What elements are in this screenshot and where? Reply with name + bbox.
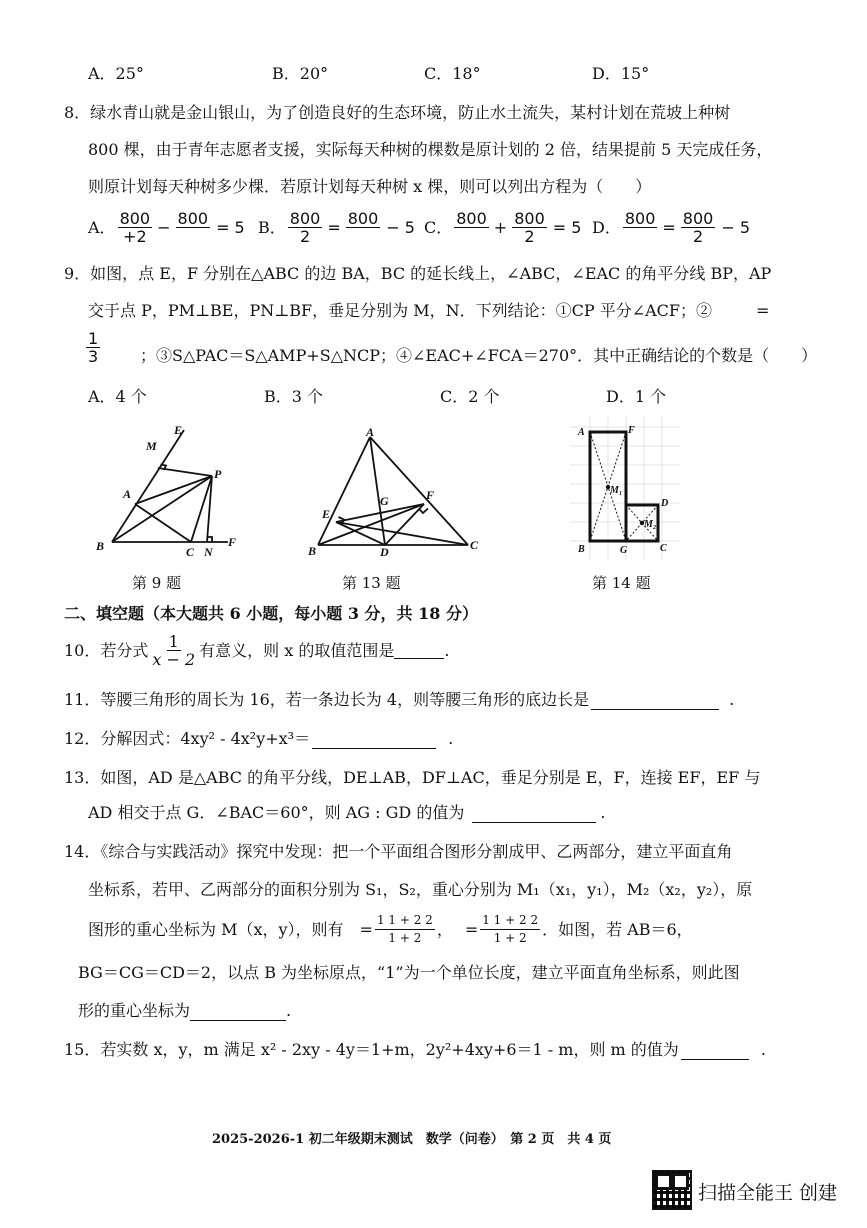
q13-answer-blank <box>472 806 596 823</box>
q9-option-a: A．4 个 <box>88 387 147 406</box>
q12: 12．分解因式：4xy² - 4x²y+x³＝ . <box>64 729 454 748</box>
q14-line5: 形的重心坐标为 . <box>78 1001 292 1020</box>
figure-q13 <box>300 425 485 560</box>
q8-option-b: B． $\frac{800}{2}$ = 800 − 5 <box>258 209 415 246</box>
qr-code-icon <box>652 1170 692 1210</box>
fig14-label-a: A <box>578 427 585 438</box>
q14-line2: 坐标系，若甲、乙两部分的面积分别为 S₁，S₂，重心分别为 M₁（x₁，y₁），M₂（x₂，y₂），原 <box>88 880 753 899</box>
q8-line3: 则原计划每天种树多少棵．若原计划每天种树 x 棵，则可以列出方程为（ ） <box>88 177 652 196</box>
q14-answer-blank <box>190 1004 286 1021</box>
q9-line2: 交于点 P，PM⊥BE，PN⊥BF，垂足分别为 M，N．下列结论：①CP 平分∠ACF；② <box>88 301 713 320</box>
q15: 15．若实数 x，y，m 满足 x² - 2xy - 4y＝1+m，2y²+4xy+6＝1 - m，则 m 的值为 . <box>64 1040 766 1059</box>
q8-option-c: C． 800 + $\frac{800}{2}$ = 5 <box>424 209 582 246</box>
fig9-label-n: N <box>204 545 213 559</box>
fig9-label-e: E <box>174 423 183 437</box>
fig13-label-f: F <box>426 488 435 502</box>
fig9-label-p: P <box>214 467 222 481</box>
fig13-label-b: B <box>308 544 317 558</box>
q10: 10．若分式 $\frac{1}{x - 2}$ 有意义，则 x 的取值范围是 . <box>64 632 450 669</box>
q15-answer-blank <box>681 1043 749 1060</box>
fig13-label-e: E <box>322 507 331 521</box>
section-title: 二、填空题（本大题共 6 小题，每小题 3 分，共 18 分） <box>64 604 478 623</box>
caption-q13: 第 13 题 <box>342 574 401 592</box>
q9-line1: 9．如图，点 E，F 分别在△ABC 的边 BA，BC 的延长线上，∠ABC，∠EAC 的角平分线 BP，AP <box>64 264 772 283</box>
q9-eq: = <box>756 301 770 320</box>
q14-line4: BG＝CG＝CD＝2，以点 B 为坐标原点，“1”为一个单位长度，建立平面直角坐标系，则此图 <box>78 963 740 982</box>
fig9-label-m: M <box>146 439 157 453</box>
fig13-label-c: C <box>470 538 479 552</box>
q8-line2: 800 棵，由于青年志愿者支援，实际每天种树的棵数是原计划的 2 倍，结果提前 5 天完成任务， <box>88 140 773 159</box>
fig14-label-b: B <box>578 544 585 555</box>
q13-line2: AD 相交于点 G．∠BAC＝60°，则 AG : GD 的值为 . <box>88 803 606 822</box>
q8-option-a: A． $\frac{800}{+2}$ − 800 = 5 <box>88 209 245 246</box>
q7-option-d: D．15° <box>592 64 650 83</box>
q14-line3: 图形的重心坐标为 M（x，y），则有 = $\frac{1 1 + 2 2}{1 + 2}$ ， = $\frac{1 1 + 2 2}{1 + 2}$ ．如图，若 AB＝6， <box>88 913 693 945</box>
fig13-label-a: A <box>366 425 375 439</box>
caption-q14: 第 14 题 <box>592 574 651 592</box>
fig14-label-m1: M₁ <box>610 485 623 496</box>
figure-q9 <box>88 420 258 560</box>
fig13-label-g: G <box>380 494 389 508</box>
fig9-label-b: B <box>96 539 105 553</box>
q8-option-d: D． 800 = $\frac{800}{2}$ − 5 <box>592 209 751 246</box>
fig14-label-d: D <box>661 498 669 509</box>
q9-fraction: $\frac{1}{3}$ <box>88 329 99 366</box>
figure-q14 <box>570 415 680 565</box>
fig14-label-m2: M₂ <box>644 519 657 530</box>
q11: 11．等腰三角形的周长为 16，若一条边长为 4，则等腰三角形的底边长是 . <box>64 690 735 709</box>
q7-option-c: C．18° <box>424 64 481 83</box>
fig9-label-c: C <box>186 545 195 559</box>
q7-option-a: A．25° <box>88 64 144 83</box>
fig14-label-g: G <box>620 545 628 556</box>
fig14-label-f: F <box>628 425 635 436</box>
scanner-watermark: 扫描全能王 创建 <box>698 1182 838 1204</box>
q9-option-b: B．3 个 <box>264 387 324 406</box>
fig14-label-c: C <box>660 543 667 554</box>
fig9-label-a: A <box>123 487 132 501</box>
q11-answer-blank <box>591 693 719 710</box>
caption-q9: 第 9 题 <box>132 574 182 592</box>
q9-option-c: C．2 个 <box>440 387 500 406</box>
q10-answer-blank <box>394 642 444 659</box>
q9-line3: ；③S△PAC＝S△AMP+S△NCP；④∠EAC+∠FCA＝270°．其中正确结论的个数是（ ） <box>140 346 818 365</box>
q14-line1: 14．《综合与实践活动》探究中发现：把一个平面组合图形分割成甲、乙两部分，建立平面直角 <box>64 842 733 861</box>
q13-line1: 13．如图，AD 是△ABC 的角平分线，DE⊥AB，DF⊥AC，垂足分别是 E，F，连接 EF，EF 与 <box>64 768 761 787</box>
fig9-label-f: F <box>228 535 237 549</box>
q8-line1: 8．绿水青山就是金山银山，为了创造良好的生态环境，防止水土流失，某村计划在荒坡上种树 <box>64 103 731 122</box>
q12-answer-blank <box>312 732 436 749</box>
q7-option-b: B．20° <box>272 64 329 83</box>
page-footer: 2025-2026-1 初二年级期末测试 数学（问卷） 第 2 页 共 4 页 <box>212 1132 612 1147</box>
q9-option-d: D．1 个 <box>606 387 667 406</box>
fig13-label-d: D <box>380 545 389 559</box>
